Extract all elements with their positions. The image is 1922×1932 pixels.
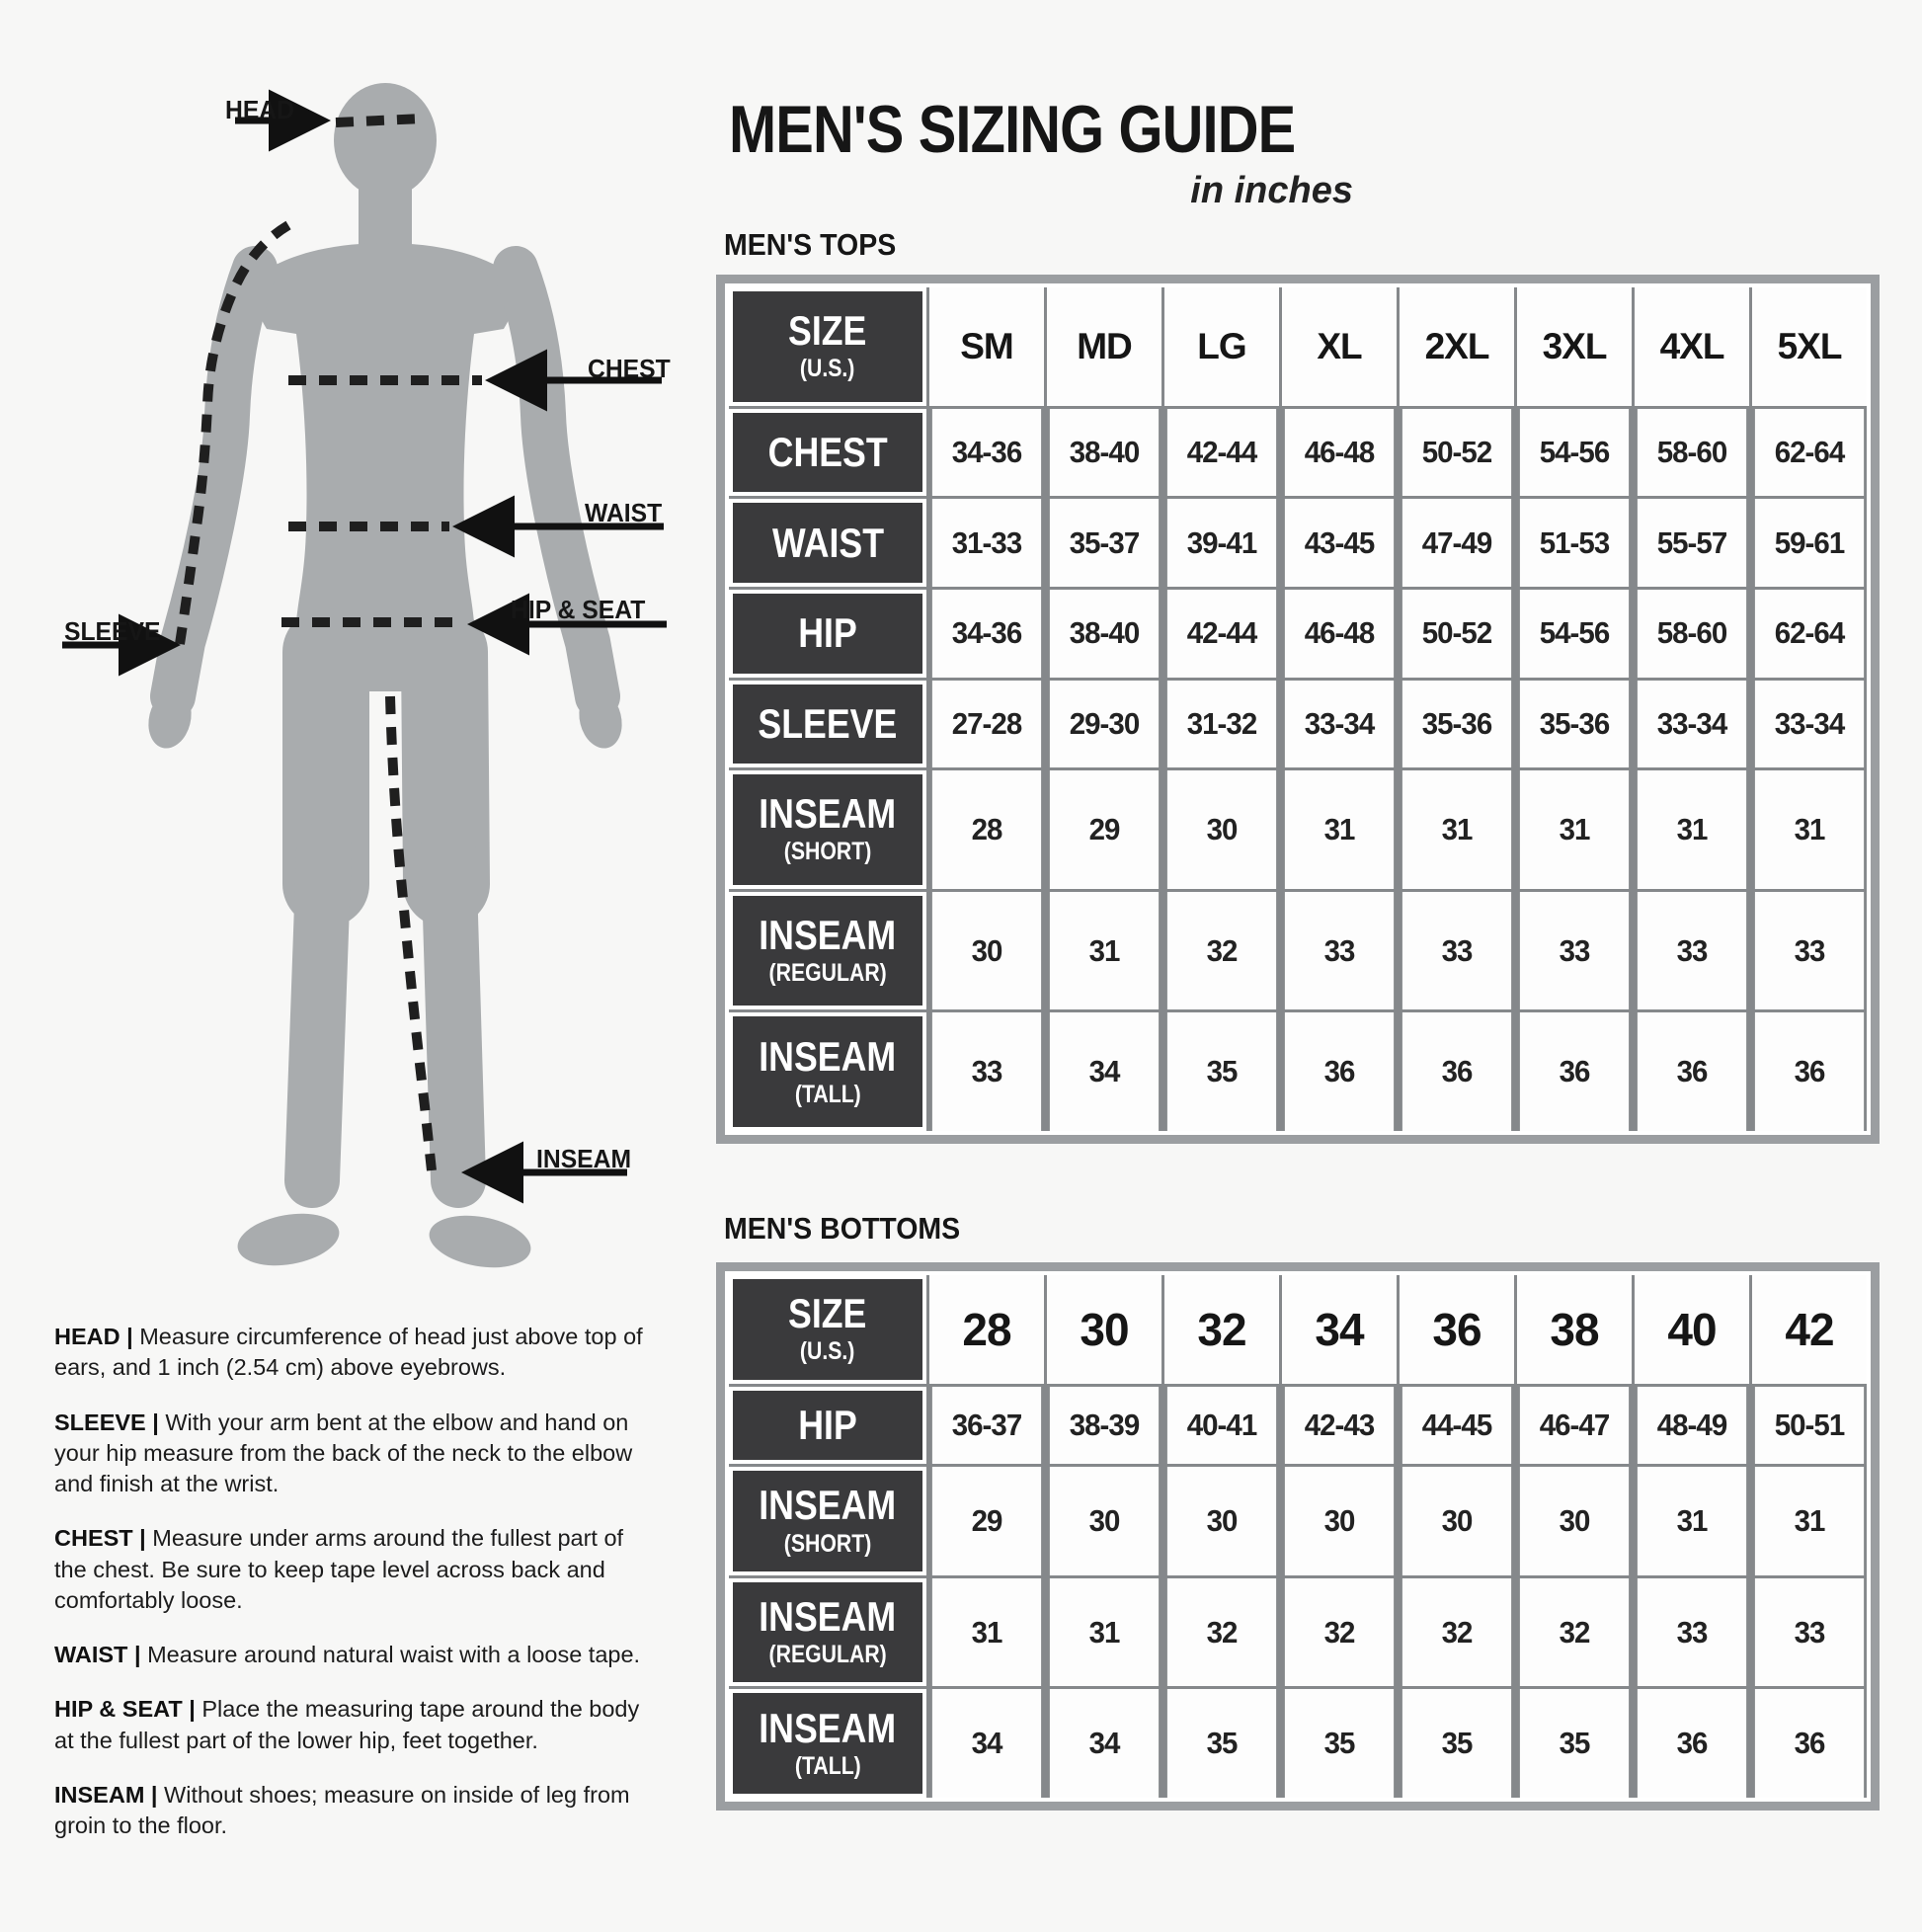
right-calf-shape xyxy=(448,849,458,1180)
size-value-cell: 33 xyxy=(932,1012,1041,1131)
size-value-cell: 35 xyxy=(1520,1689,1629,1798)
instruction-waist xyxy=(54,1640,647,1670)
instruction-text: Measure under arms around the fullest part of the chest. Be sure to keep tape level across back and comfortably loose. xyxy=(54,1525,624,1613)
instruction-text: Measure circumference of head just above top of ears, and 1 inch (2.54 cm) above eyebrows. xyxy=(54,1324,643,1381)
size-value-cell: 50-52 xyxy=(1402,409,1511,497)
size-value-cell: 33 xyxy=(1755,1578,1864,1687)
size-value-cell: 32 xyxy=(1167,892,1276,1010)
row-header-cell xyxy=(729,770,926,889)
head-measure-line xyxy=(336,119,423,122)
size-value-cell: 38-39 xyxy=(1050,1387,1159,1465)
column-header: 4XL xyxy=(1635,287,1749,406)
tops-grid xyxy=(729,287,1867,1131)
size-value-cell: 58-60 xyxy=(1638,409,1746,497)
size-value-cell: 35 xyxy=(1167,1012,1276,1131)
size-value-cell: 32 xyxy=(1167,1578,1276,1687)
size-value-cell: 31 xyxy=(1755,770,1864,889)
size-value-cell: 30 xyxy=(932,892,1041,1010)
left-calf-shape xyxy=(312,849,324,1180)
size-header-label: SIZE xyxy=(788,307,867,355)
size-value-cell: 31 xyxy=(932,1578,1041,1687)
measurement-instructions xyxy=(54,1322,647,1865)
column-header: 34 xyxy=(1282,1275,1397,1384)
size-value-cell: 31 xyxy=(1050,1578,1159,1687)
size-value-cell: 42-44 xyxy=(1167,590,1276,678)
row-header-cell xyxy=(729,892,926,1010)
size-value-cell: 33 xyxy=(1638,1578,1746,1687)
size-value-cell: 33 xyxy=(1638,892,1746,1010)
size-value-cell: 30 xyxy=(1520,1467,1629,1575)
row-label: INSEAM xyxy=(759,790,897,838)
size-value-cell: 33-34 xyxy=(1755,681,1864,768)
size-value-cell: 54-56 xyxy=(1520,409,1629,497)
column-header: 42 xyxy=(1752,1275,1867,1384)
row-label: INSEAM xyxy=(759,912,897,959)
size-value-cell: 36 xyxy=(1638,1689,1746,1798)
instruction-text: With your arm bent at the elbow and hand on your hip measure from the back of the neck to the elbow and finish at the wrist. xyxy=(54,1409,633,1496)
bottoms-section-heading: MEN'S BOTTOMS xyxy=(724,1211,961,1246)
tops-section-heading: MEN'S TOPS xyxy=(724,227,897,262)
size-value-cell: 50-52 xyxy=(1402,590,1511,678)
mens-tops-table xyxy=(716,275,1880,1144)
instruction-separator: | xyxy=(182,1696,202,1723)
row-sublabel: (REGULAR) xyxy=(768,959,887,988)
size-value-cell: 33-34 xyxy=(1638,681,1746,768)
size-value-cell: 33 xyxy=(1755,892,1864,1010)
page-subtitle: in inches xyxy=(1190,170,1353,211)
row-label: SLEEVE xyxy=(758,699,898,747)
row-header-cell xyxy=(729,590,926,678)
row-label: HIP xyxy=(798,1401,857,1448)
row-label: INSEAM xyxy=(759,1482,897,1529)
size-value-cell: 35-36 xyxy=(1520,681,1629,768)
size-value-cell: 51-53 xyxy=(1520,499,1629,587)
row-header-cell xyxy=(729,1387,926,1465)
row-label: HIP xyxy=(798,609,857,657)
size-value-cell: 35 xyxy=(1285,1689,1394,1798)
column-header: 3XL xyxy=(1517,287,1632,406)
size-value-cell: 50-51 xyxy=(1755,1387,1864,1465)
bottoms-grid xyxy=(729,1275,1867,1798)
column-header: 32 xyxy=(1164,1275,1279,1384)
size-value-cell: 47-49 xyxy=(1402,499,1511,587)
size-value-cell: 62-64 xyxy=(1755,590,1864,678)
size-value-cell: 30 xyxy=(1050,1467,1159,1575)
tops-size-header-cell xyxy=(729,287,926,406)
column-header: LG xyxy=(1164,287,1279,406)
size-value-cell: 31 xyxy=(1285,770,1394,889)
size-value-cell: 33 xyxy=(1402,892,1511,1010)
size-value-cell: 30 xyxy=(1402,1467,1511,1575)
man-silhouette xyxy=(142,83,627,1275)
size-value-cell: 31 xyxy=(1520,770,1629,889)
size-value-cell: 39-41 xyxy=(1167,499,1276,587)
size-value-cell: 36 xyxy=(1520,1012,1629,1131)
sleeve-diagram-label: SLEEVE xyxy=(64,616,161,646)
mens-bottoms-table xyxy=(716,1262,1880,1811)
size-value-cell: 30 xyxy=(1285,1467,1394,1575)
right-foot-shape xyxy=(425,1208,534,1274)
size-value-cell: 58-60 xyxy=(1638,590,1746,678)
size-value-cell: 35 xyxy=(1167,1689,1276,1798)
size-value-cell: 32 xyxy=(1285,1578,1394,1687)
instruction-sleeve xyxy=(54,1408,647,1500)
size-value-cell: 46-48 xyxy=(1285,590,1394,678)
instruction-separator: | xyxy=(127,1642,148,1667)
instruction-text: Place the measuring tape around the body at the fullest part of the lower hip, feet together. xyxy=(54,1696,640,1753)
instruction-term: SLEEVE xyxy=(54,1409,146,1435)
instruction-separator: | xyxy=(145,1409,166,1435)
size-value-cell: 34 xyxy=(1050,1689,1159,1798)
size-value-cell: 31 xyxy=(1638,770,1746,889)
instruction-text: Without shoes; measure on inside of leg from groin to the floor. xyxy=(54,1781,630,1838)
column-header: 2XL xyxy=(1400,287,1514,406)
row-header-cell xyxy=(729,1012,926,1131)
size-value-cell: 29 xyxy=(1050,770,1159,889)
column-header: 28 xyxy=(929,1275,1044,1384)
chest-diagram-label: CHEST xyxy=(588,354,671,383)
size-header-sublabel: (U.S.) xyxy=(800,355,855,383)
instruction-chest xyxy=(54,1523,647,1616)
instruction-inseam xyxy=(54,1780,647,1842)
instruction-term: HEAD xyxy=(54,1324,120,1349)
size-value-cell: 31-32 xyxy=(1167,681,1276,768)
size-value-cell: 36 xyxy=(1755,1689,1864,1798)
size-value-cell: 32 xyxy=(1520,1578,1629,1687)
instruction-term: HIP & SEAT xyxy=(54,1696,183,1723)
row-sublabel: (TALL) xyxy=(794,1751,861,1780)
size-value-cell: 35-37 xyxy=(1050,499,1159,587)
waist-diagram-label: WAIST xyxy=(585,498,663,527)
row-header-cell xyxy=(729,499,926,587)
instruction-hip-seat xyxy=(54,1694,647,1756)
size-value-cell: 29 xyxy=(932,1467,1041,1575)
instruction-separator: | xyxy=(132,1525,153,1552)
size-value-cell: 31 xyxy=(1755,1467,1864,1575)
row-header-cell xyxy=(729,1467,926,1575)
row-label: INSEAM xyxy=(759,1593,897,1641)
size-value-cell: 27-28 xyxy=(932,681,1041,768)
size-value-cell: 44-45 xyxy=(1402,1387,1511,1465)
size-value-cell: 46-48 xyxy=(1285,409,1394,497)
size-value-cell: 35 xyxy=(1402,1689,1511,1798)
size-header-label: SIZE xyxy=(788,1290,867,1337)
size-value-cell: 55-57 xyxy=(1638,499,1746,587)
right-arm-shape xyxy=(516,269,598,696)
size-value-cell: 34 xyxy=(1050,1012,1159,1131)
row-sublabel: (SHORT) xyxy=(783,838,872,866)
instruction-term: INSEAM xyxy=(54,1781,145,1808)
size-value-cell: 36 xyxy=(1755,1012,1864,1131)
size-value-cell: 31 xyxy=(1402,770,1511,889)
column-header: SM xyxy=(929,287,1044,406)
column-header: 38 xyxy=(1517,1275,1632,1384)
size-value-cell: 34-36 xyxy=(932,409,1041,497)
size-value-cell: 62-64 xyxy=(1755,409,1864,497)
bottoms-size-header-cell xyxy=(729,1275,926,1384)
size-value-cell: 54-56 xyxy=(1520,590,1629,678)
size-value-cell: 36-37 xyxy=(932,1387,1041,1465)
row-header-cell xyxy=(729,1689,926,1798)
size-value-cell: 31-33 xyxy=(932,499,1041,587)
hip-seat-diagram-label: HIP & SEAT xyxy=(511,595,646,624)
row-header-cell xyxy=(729,1578,926,1687)
size-value-cell: 33-34 xyxy=(1285,681,1394,768)
column-header: 40 xyxy=(1635,1275,1749,1384)
instruction-separator: | xyxy=(120,1324,140,1349)
size-value-cell: 38-40 xyxy=(1050,409,1159,497)
row-label: WAIST xyxy=(771,519,884,566)
size-value-cell: 36 xyxy=(1638,1012,1746,1131)
column-header: 30 xyxy=(1047,1275,1161,1384)
row-header-cell xyxy=(729,681,926,768)
size-value-cell: 42-44 xyxy=(1167,409,1276,497)
size-value-cell: 31 xyxy=(1638,1467,1746,1575)
size-value-cell: 40-41 xyxy=(1167,1387,1276,1465)
instruction-separator: | xyxy=(144,1781,165,1808)
body-silhouette-diagram xyxy=(40,59,691,1294)
size-value-cell: 38-40 xyxy=(1050,590,1159,678)
size-value-cell: 42-43 xyxy=(1285,1387,1394,1465)
page-title: MEN'S SIZING GUIDE xyxy=(729,92,1296,167)
instruction-term: WAIST xyxy=(54,1642,128,1667)
row-sublabel: (REGULAR) xyxy=(768,1641,887,1669)
size-value-cell: 33 xyxy=(1520,892,1629,1010)
size-value-cell: 30 xyxy=(1167,770,1276,889)
size-value-cell: 29-30 xyxy=(1050,681,1159,768)
row-sublabel: (TALL) xyxy=(794,1080,861,1108)
column-header: 36 xyxy=(1400,1275,1514,1384)
size-value-cell: 36 xyxy=(1285,1012,1394,1131)
instruction-head xyxy=(54,1322,647,1384)
size-value-cell: 46-47 xyxy=(1520,1387,1629,1465)
size-value-cell: 31 xyxy=(1050,892,1159,1010)
row-sublabel: (SHORT) xyxy=(783,1529,872,1558)
size-value-cell: 59-61 xyxy=(1755,499,1864,587)
size-header-sublabel: (U.S.) xyxy=(800,1337,855,1366)
size-value-cell: 48-49 xyxy=(1638,1387,1746,1465)
head-diagram-label: HEAD xyxy=(225,95,294,124)
column-header: 5XL xyxy=(1752,287,1867,406)
size-value-cell: 34-36 xyxy=(932,590,1041,678)
size-value-cell: 35-36 xyxy=(1402,681,1511,768)
left-foot-shape xyxy=(233,1206,343,1272)
size-value-cell: 36 xyxy=(1402,1012,1511,1131)
size-value-cell: 30 xyxy=(1167,1467,1276,1575)
row-label: CHEST xyxy=(767,428,888,475)
size-value-cell: 43-45 xyxy=(1285,499,1394,587)
row-label: INSEAM xyxy=(759,1704,897,1751)
inseam-diagram-label: INSEAM xyxy=(536,1144,632,1173)
row-header-cell xyxy=(729,409,926,497)
size-value-cell: 33 xyxy=(1285,892,1394,1010)
size-value-cell: 34 xyxy=(932,1689,1041,1798)
row-label: INSEAM xyxy=(759,1032,897,1080)
column-header: XL xyxy=(1282,287,1397,406)
instruction-term: CHEST xyxy=(54,1525,133,1552)
size-value-cell: 28 xyxy=(932,770,1041,889)
column-header: MD xyxy=(1047,287,1161,406)
size-value-cell: 32 xyxy=(1402,1578,1511,1687)
instruction-text: Measure around natural waist with a loose tape. xyxy=(147,1642,641,1667)
